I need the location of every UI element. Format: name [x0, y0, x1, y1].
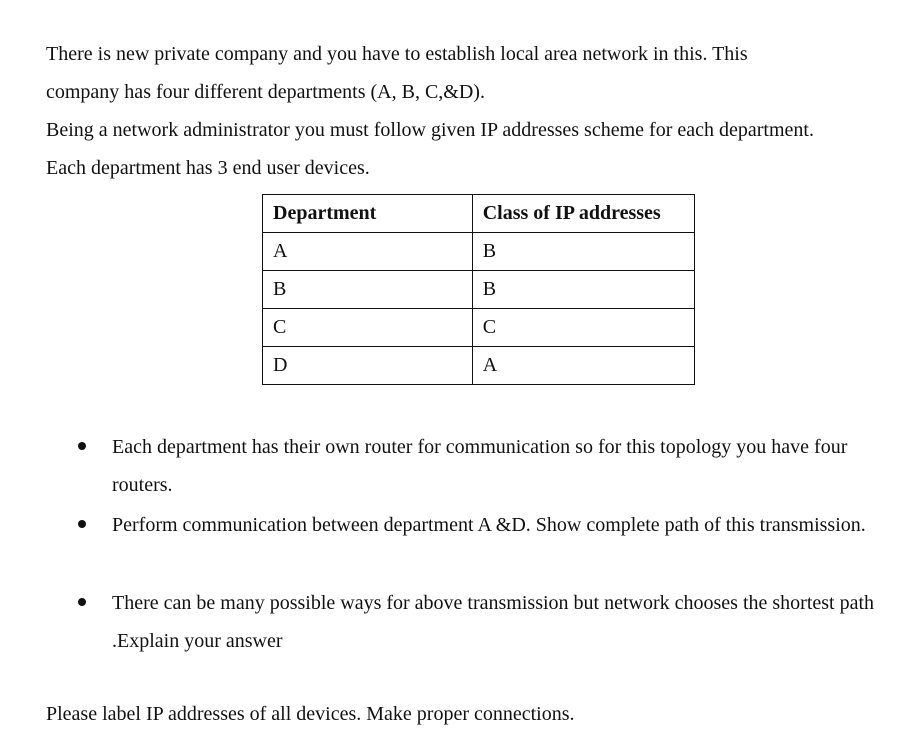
- bullet-text: There can be many possible ways for above transmission but network chooses the shortest path .Explain your answer: [112, 592, 875, 652]
- intro-line-4: Each department has 3 end user devices.: [46, 157, 370, 179]
- table-cell-department: A: [263, 233, 473, 271]
- bullet-item: [112, 428, 902, 504]
- table-cell-ip-class: B: [472, 271, 694, 309]
- table-row: [263, 271, 695, 309]
- table-cell-ip-class: A: [472, 347, 694, 385]
- table-row: [263, 309, 695, 347]
- footer-instruction: Please label IP addresses of all devices. Make proper connections.: [46, 703, 575, 725]
- table-cell-department: D: [263, 347, 473, 385]
- intro-line-2: company has four different departments (A, B, C,&D).: [46, 81, 485, 103]
- table-header-ip-class: Class of IP addresses: [472, 195, 694, 233]
- table-cell-ip-class: C: [472, 309, 694, 347]
- bullet-dot-icon: [78, 442, 86, 450]
- intro-line-3: Being a network administrator you must follow given IP addresses scheme for each department.: [46, 119, 814, 141]
- table-row: [263, 347, 695, 385]
- table-cell-department: C: [263, 309, 473, 347]
- table-cell-department: B: [263, 271, 473, 309]
- bullet-text: Each department has their own router for communication so for this topology you have four routers.: [112, 436, 848, 496]
- bullet-dot-icon: [78, 520, 86, 528]
- table-header-row: [263, 195, 695, 233]
- bullet-dot-icon: [78, 598, 86, 606]
- department-ip-class-table: [262, 194, 695, 385]
- table-cell-ip-class: B: [472, 233, 694, 271]
- intro-line-1: There is new private company and you have to establish local area network in this. This: [46, 43, 748, 65]
- bullet-text: Perform communication between department A &D. Show complete path of this transmission.: [112, 514, 866, 536]
- bullet-item: [112, 506, 902, 544]
- table-row: [263, 233, 695, 271]
- bullet-item: [112, 584, 902, 660]
- table-header-department: Department: [263, 195, 473, 233]
